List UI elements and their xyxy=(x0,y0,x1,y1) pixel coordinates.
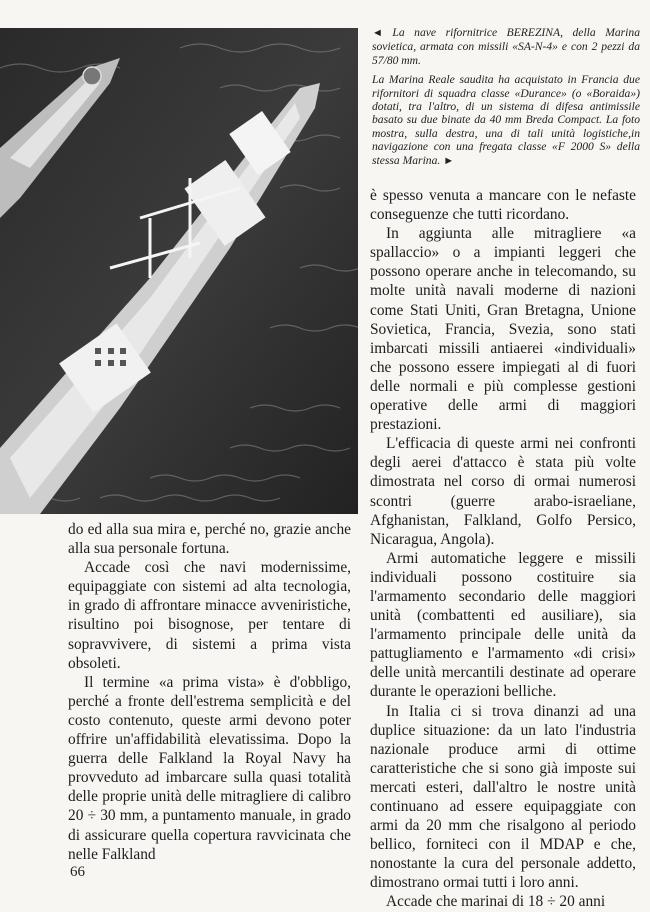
paragraph: Il termine «a prima vista» è d'obbligo, perché a fronte dell'estrema semplicità e del costo contenuto, queste armi devono poter offrire un'affidabilità elevatissima. Dopo la guerra delle Falkland la Royal Navy ha provveduto ad imbarcare sulla quasi totalità delle proprie unità delle mitragliere di calibro 20 ÷ 30 mm, a puntamento manuale, in grado di assicurare quella copertura ravvicinata che nelle Falkland xyxy=(68,673,351,863)
page-number: 66 xyxy=(70,864,85,880)
warship-replenishment-photo-icon xyxy=(0,28,358,514)
paragraph: Armi automatiche leggere e missili individuali possono costituire sia l'armamento secondario delle maggiori unità (combattenti ed ausiliare), sia l'armamento principale delle unità da pattugliamento e l'armamento «di crisi» delle unità mercantili destinate ad operare durante le operazioni belliche. xyxy=(370,549,636,701)
paragraph: Accade così che navi modernissime, equipaggiate con sistemi ad alta tecnologia, in grado di affrontare minacce avveniristiche, risultino poi bisognose, per tentare di sopravvivere, di sistemi a prima vista obsoleti. xyxy=(68,559,351,672)
paragraph: è spesso venuta a mancare con le nefaste conseguenze che tutti ricordano. xyxy=(370,187,636,224)
left-text-column xyxy=(68,520,351,864)
photo-captions xyxy=(372,26,640,174)
paragraph: In aggiunta alle mitragliere «a spallaccio» o a impianti leggeri che possono operare anche in telecomando, su molte unità navali moderne di nazioni come Stati Uniti, Gran Bretagna, Unione Sovietica, Francia, Svezia, sono stati imbarcati missili antiaerei «individuali» che possono essere impiegati al di fuori delle normali e più complesse gestioni operative delle armi di maggiori prestazioni. xyxy=(370,225,636,434)
paragraph: do ed alla sua mira e, perché no, grazie anche alla sua personale fortuna. xyxy=(68,521,351,558)
caption-durance xyxy=(372,73,640,168)
left-arrow-icon: ◄ xyxy=(372,27,383,39)
right-text-column xyxy=(370,186,636,912)
paragraph: Accade che marinai di 18 ÷ 20 anni xyxy=(386,893,606,911)
caption-berezina-text: La nave rifornitrice BEREZINA, della Marina sovietica, armata con missili «SA-N-4» e con 2 pezzi da 57/80 mm. xyxy=(372,26,640,67)
caption-durance-text: La Marina Reale saudita ha acquistato in Francia due rifornitori di squadra classe «Durance» (o «Boraida») dotati, tra l'altro, di un sistema di difesa antimissile basato su due binate da 40 mm Breda Compact. La foto mostra, sulla destra, una di tali unità logistiche,in navigazione con una fregata classe «F 2000 S» della stessa Marina. xyxy=(372,73,640,167)
warship-photo xyxy=(0,28,358,514)
caption-berezina xyxy=(372,26,640,67)
right-arrow-icon: ► xyxy=(443,154,455,167)
paragraph: In Italia ci si trova dinanzi ad una duplice situazione: da un lato l'industria nazionale produce armi di ottime caratteristiche che si sono già imposte sui mercati esteri, dall'altro le nostre unità continuano ad essere equipaggiate con armi da 20 mm che risalgono al periodo bellico, forniteci con il MDAP e che, nonostante la cura del personale addetto, dimostrano ormai tutti i loro anni. xyxy=(370,702,636,892)
paragraph: L'efficacia di queste armi nei confronti degli aerei d'attacco è stata più volte dimostrata nel corso di ormai numerosi scontri (guerre arabo-israeliane, Afghanistan, Falkland, Golfo Persico, Nicaragua, Angola). xyxy=(370,435,636,548)
